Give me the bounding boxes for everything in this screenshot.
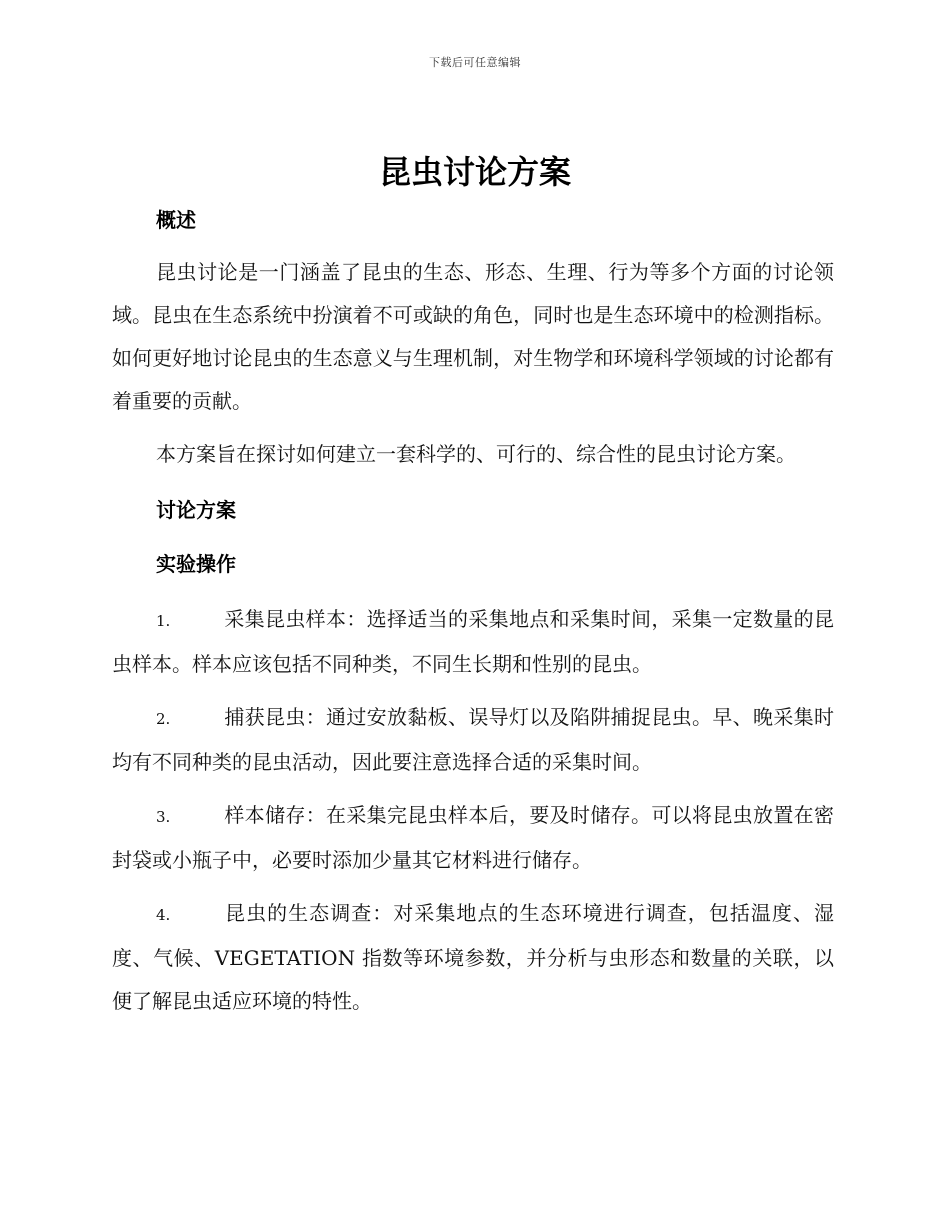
overview-paragraph-2: 本方案旨在探讨如何建立一套科学的、可行的、综合性的昆虫讨论方案。 xyxy=(156,442,796,466)
overview-heading: 概述 xyxy=(156,208,196,232)
experiment-step xyxy=(112,892,834,1023)
step-number: 1. xyxy=(156,612,171,630)
step-text: 样本储存：在采集完昆虫样本后，要及时储存。可以将昆虫放置在密封袋或小瓶子中，必要时添加少量其它材料进行储存。 xyxy=(112,803,834,872)
experiment-step xyxy=(112,794,834,882)
step-number: 4. xyxy=(156,906,171,924)
experiment-steps-list xyxy=(112,598,834,1023)
overview-paragraph-1: 昆虫讨论是一门涵盖了昆虫的生态、形态、生理、行为等多个方面的讨论领域。昆虫在生态系统中扮演着不可或缺的角色，同时也是生态环境中的检测指标。如何更好地讨论昆虫的生态意义与生理机制，对生物学和环境科学领域的讨论都有着重要的贡献。 xyxy=(112,260,834,413)
step-text: 采集昆虫样本：选择适当的采集地点和采集时间，采集一定数量的昆虫样本。样本应该包括不同种类，不同生长期和性别的昆虫。 xyxy=(112,607,834,676)
step-number: 3. xyxy=(156,808,171,826)
header-note: 下载后可任意编辑 xyxy=(429,56,521,69)
document-title: 昆虫讨论方案 xyxy=(378,153,571,191)
experiment-heading: 实验操作 xyxy=(156,552,236,576)
document-body xyxy=(112,200,834,1023)
step-number: 2. xyxy=(156,710,171,728)
plan-heading: 讨论方案 xyxy=(156,498,236,522)
step-text: 捕获昆虫：通过安放黏板、误导灯以及陷阱捕捉昆虫。早、晚采集时均有不同种类的昆虫活动，因此要注意选择合适的采集时间。 xyxy=(112,705,834,774)
experiment-step xyxy=(112,696,834,784)
experiment-step xyxy=(112,598,834,686)
step-text: 昆虫的生态调查：对采集地点的生态环境进行调查，包括温度、湿度、气候、VEGETATION 指数等环境参数，并分析与虫形态和数量的关联，以便了解昆虫适应环境的特性。 xyxy=(112,901,834,1013)
